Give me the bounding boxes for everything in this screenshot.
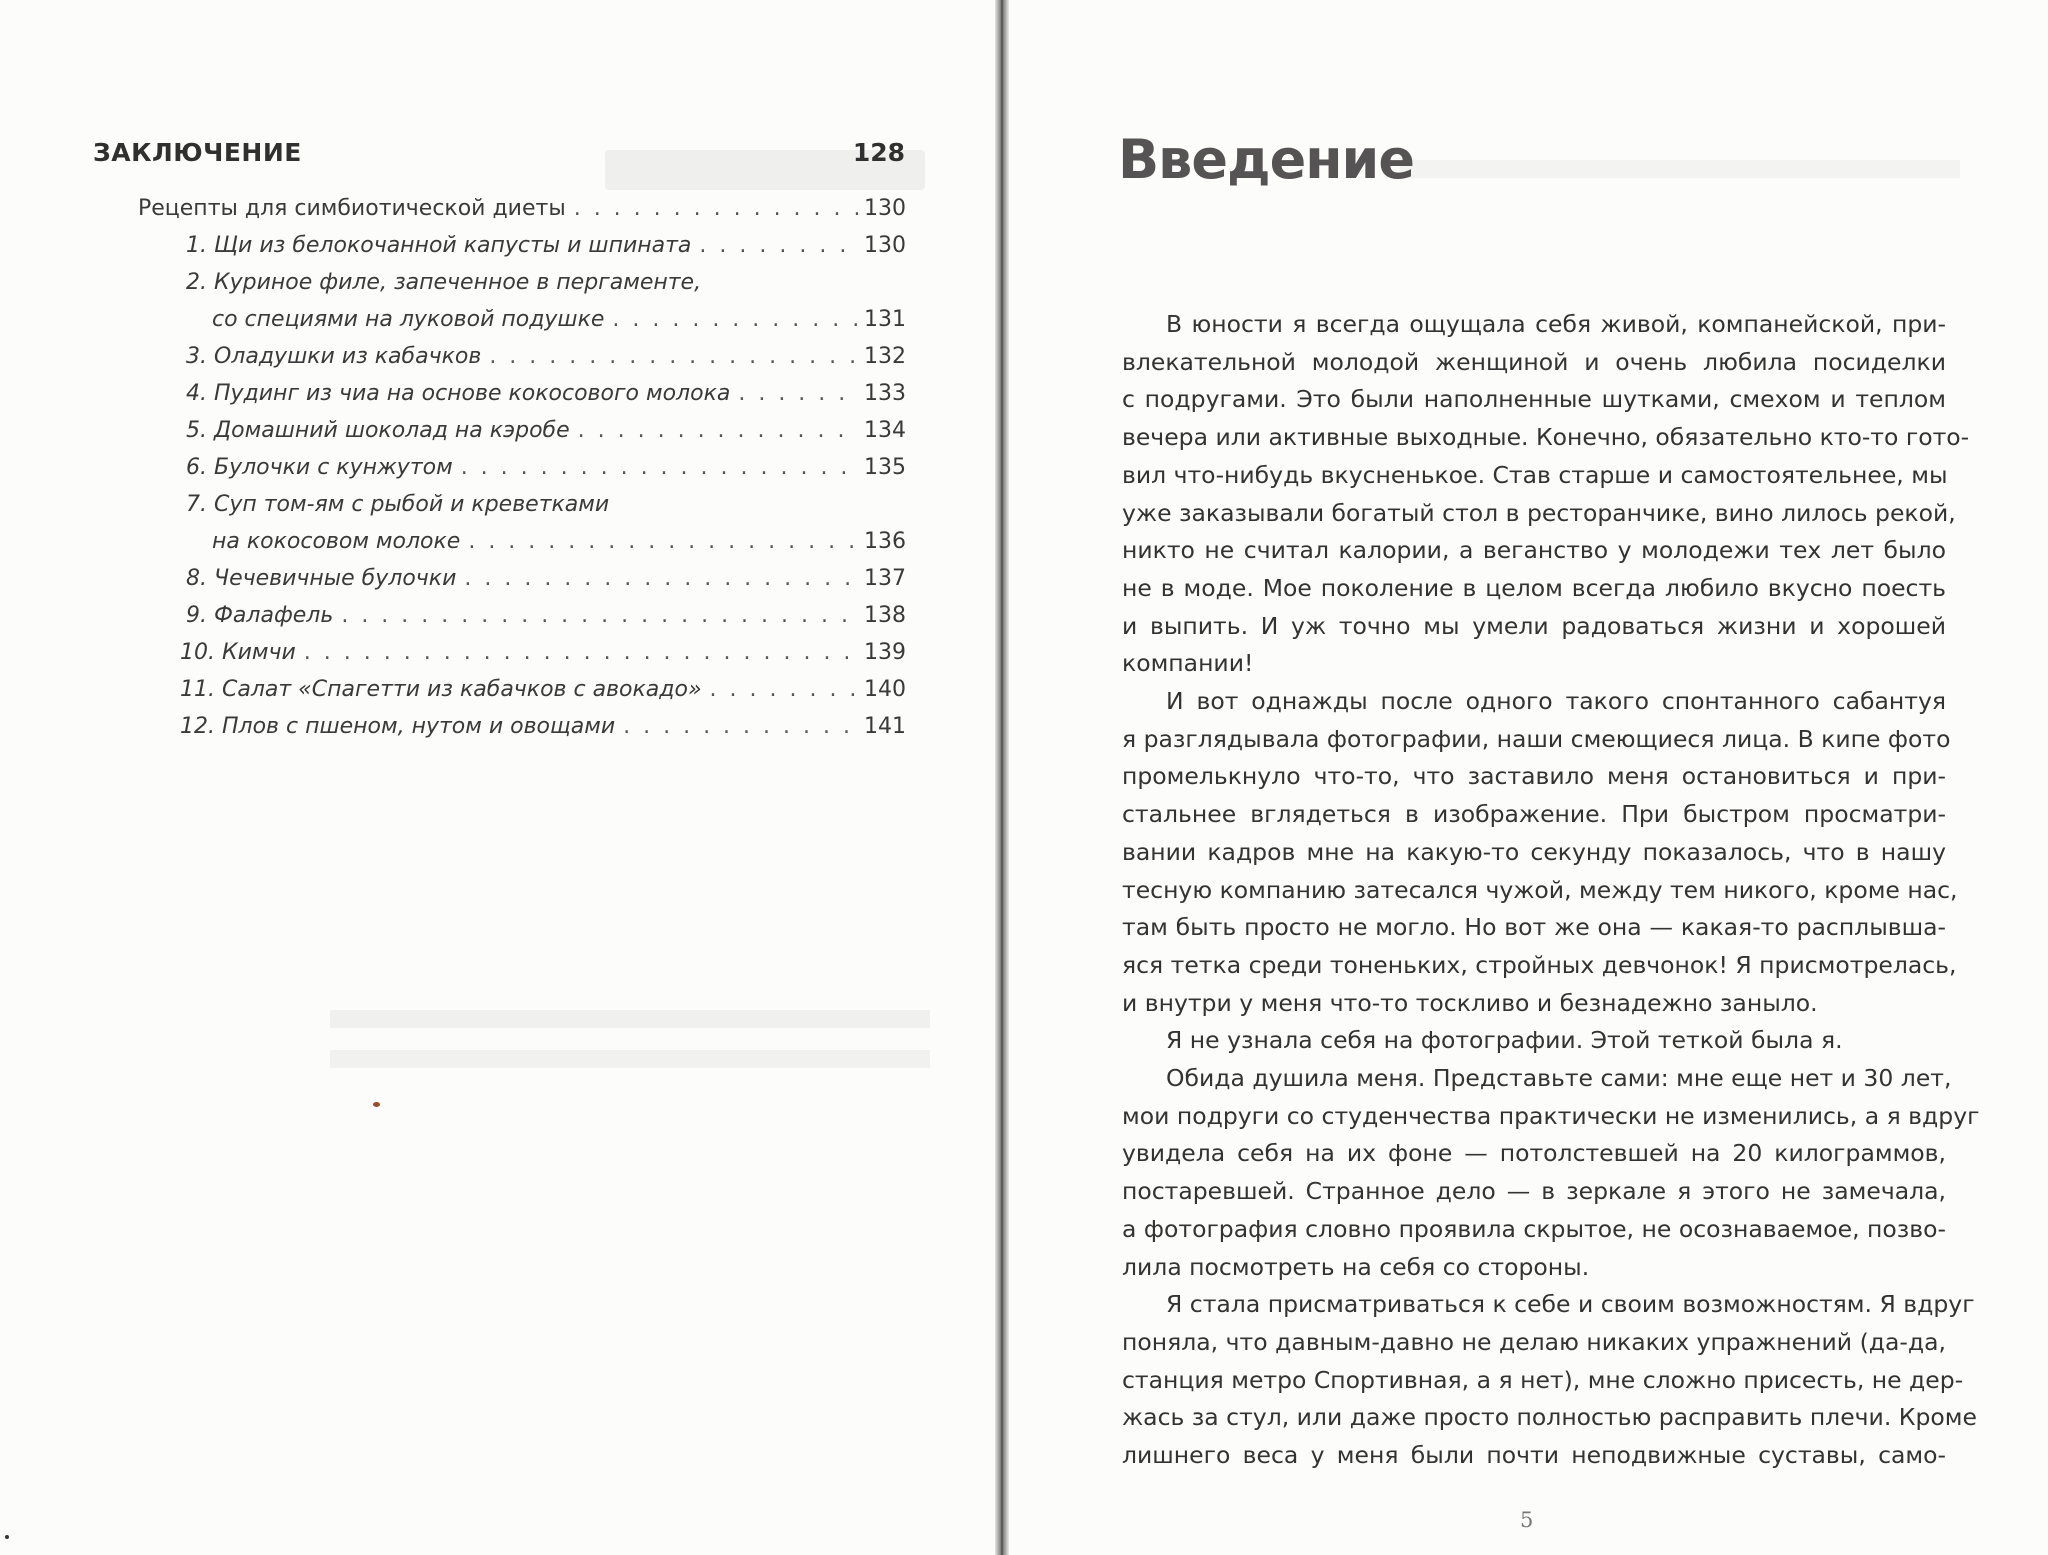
toc-entry-page: 138 [864, 603, 906, 628]
toc-entry[interactable] [186, 601, 906, 631]
toc-entry-title: 11. Салат «Спагетти из кабачков с авокадо» [180, 677, 702, 702]
toc-section-title: ЗАКЛЮЧЕНИЕ [93, 138, 302, 167]
toc-entry-page: 132 [864, 344, 906, 369]
toc-entry-page: 130 [864, 196, 906, 221]
paper-speck [5, 1535, 9, 1539]
toc-dot-leader [710, 675, 858, 705]
toc-entry[interactable] [138, 194, 906, 224]
toc-entry-page: 141 [864, 714, 906, 739]
body-text-line: В юности я всегда ощущала себя живой, компанейской, при- [1166, 310, 1946, 338]
toc-dot-leader [612, 305, 858, 335]
body-text-line: с подругами. Это были наполненные шутками, смехом и теплом [1122, 385, 1946, 414]
toc-dot-leader [578, 416, 858, 446]
bleed-through-block [330, 1010, 930, 1028]
toc-entry-page: 133 [864, 381, 906, 406]
body-text-line: И вот однажды после одного такого спонтанного сабантуя [1166, 687, 1946, 715]
body-text-line: уже заказывали богатый стол в ресторанчике, вино лилось рекой, [1122, 498, 1956, 527]
page-title: Введение [1118, 128, 1414, 191]
toc-entry-title: 3. Оладушки из кабачков [186, 344, 482, 369]
toc-dot-leader [489, 342, 858, 372]
toc-entry-title: 10. Кимчи [180, 640, 296, 665]
toc-entry-title: 4. Пудинг из чиа на основе кокосового молока [186, 381, 731, 406]
toc-entry-page: 135 [864, 455, 906, 480]
toc-entry-page: 140 [864, 677, 906, 702]
body-text-line: не в моде. Мое поколение в целом всегда любило вкусно поесть [1122, 573, 1946, 602]
toc-entry-title: 6. Булочки с кунжутом [186, 455, 453, 480]
toc-section-heading [93, 138, 905, 174]
body-text-line: вании кадров мне на какую-то секунду показалось, что в нашу [1122, 837, 1946, 866]
toc-dot-leader [574, 194, 858, 224]
body-text-line: яся тетка среди тоненьких, стройных девчонок! Я присмотрелась, [1122, 950, 1957, 979]
body-text-line: стальнее вглядеться в изображение. При быстром просматри- [1122, 800, 1946, 829]
bleed-through-block [1400, 160, 1960, 178]
body-text-line: лишнего веса у меня были почти неподвижные суставы, само- [1122, 1441, 1946, 1469]
toc-dot-leader [738, 379, 858, 409]
page-number: 5 [1520, 1508, 1534, 1532]
toc-entry[interactable] [180, 675, 906, 705]
body-text-line: жась за стул, или даже просто полностью расправить плечи. Кроме [1122, 1403, 1977, 1432]
body-text-line: промелькнуло что-то, что заставило меня остановиться и при- [1122, 762, 1946, 791]
toc-entry[interactable] [180, 638, 906, 668]
body-text-line: Я стала присматриваться к себе и своим возможностям. Я вдруг [1166, 1290, 1975, 1319]
body-text-line: компании! [1122, 649, 1254, 678]
toc-entry-line: 2. Куриное филе, запеченное в пергаменте, [186, 270, 702, 295]
body-text-line: а фотография словно проявила скрытое, не осознаваемое, позво- [1122, 1214, 1946, 1243]
toc-entry-title: 8. Чечевичные булочки [186, 566, 457, 591]
toc-entry-title: 5. Домашний шоколад на кэробе [186, 418, 570, 443]
toc-entry[interactable] [186, 379, 906, 409]
body-text-line: вечера или активные выходные. Конечно, обязательно кто-то гото- [1122, 423, 1970, 452]
toc-entry[interactable] [180, 712, 906, 742]
body-text-line: я разглядывала фотографии, наши смеющиеся лица. В кипе фото [1122, 724, 1951, 753]
toc-dot-leader [468, 527, 858, 557]
body-text-line: станция метро Спортивная, а я нет), мне сложно присесть, не дер- [1122, 1365, 1964, 1394]
body-text-line: лила посмотреть на себя со стороны. [1122, 1252, 1590, 1281]
toc-entry-page: 134 [864, 418, 906, 443]
toc-entry-page: 130 [864, 233, 906, 258]
body-text-line: увидела себя на их фоне — потолстевшей на 20 килограммов, [1122, 1139, 1946, 1168]
body-text-line: поняла, что давным-давно не делаю никаких упражнений (да-да, [1122, 1327, 1946, 1356]
toc-dot-leader [464, 564, 858, 594]
toc-dot-leader [699, 231, 858, 261]
toc-section-page: 128 [852, 138, 905, 167]
toc-entry[interactable] [186, 342, 906, 372]
body-text-line: постаревшей. Странное дело — в зеркале я этого не замечала, [1122, 1177, 1946, 1206]
toc-entry[interactable] [186, 564, 906, 594]
toc-entry-page: 131 [864, 307, 906, 332]
body-text-line: никто не считал калории, а веганство у молодежи тех лет было [1122, 536, 1946, 565]
toc-entry[interactable] [186, 416, 906, 446]
toc-entry-page: 139 [864, 640, 906, 665]
book-spine [995, 0, 1009, 1555]
toc-entry[interactable] [212, 527, 906, 557]
toc-dot-leader [623, 712, 858, 742]
body-text-line: и внутри у меня что-то тоскливо и безнадежно заныло. [1122, 988, 1818, 1017]
body-text-line: и выпить. И уж точно мы умели радоваться жизни и хорошей [1122, 611, 1946, 640]
bleed-through-block [330, 1050, 930, 1068]
toc-entry-page: 137 [864, 566, 906, 591]
toc-dot-leader [341, 601, 858, 631]
toc-entry-title: на кокосовом молоке [212, 529, 461, 554]
body-text-line: там быть просто не могло. Но вот же она — какая-то расплывша- [1122, 913, 1946, 942]
toc-entry[interactable] [212, 305, 906, 335]
body-text-line: мои подруги со студенчества практически не изменились, а я вдруг [1122, 1101, 1980, 1130]
toc-entry[interactable] [186, 453, 906, 483]
toc-entry-title: 12. Плов с пшеном, нутом и овощами [180, 714, 616, 739]
toc-dot-leader [304, 638, 858, 668]
body-text-line: тесную компанию затесался чужой, между тем никого, кроме нас, [1122, 875, 1958, 904]
paper-speck [373, 1102, 380, 1107]
toc-entry-title: Рецепты для симбиотической диеты [138, 196, 566, 221]
toc-dot-leader [461, 453, 858, 483]
body-text-line: Я не узнала себя на фотографии. Этой теткой была я. [1166, 1026, 1843, 1055]
body-text-line: влекательной молодой женщиной и очень любила посиделки [1122, 347, 1946, 376]
toc-entry-line: 7. Суп том-ям с рыбой и креветками [186, 492, 610, 517]
toc-entry-page: 136 [864, 529, 906, 554]
toc-entry-title: 1. Щи из белокочанной капусты и шпината [186, 233, 692, 258]
toc-entry-title: со специями на луковой подушке [212, 307, 605, 332]
toc-entry-title: 9. Фалафель [186, 603, 334, 628]
toc-entry[interactable] [186, 231, 906, 261]
body-text-line: вил что-нибудь вкусненькое. Став старше и самостоятельнее, мы [1122, 460, 1948, 489]
body-text-line: Обида душила меня. Представьте сами: мне еще нет и 30 лет, [1166, 1064, 1952, 1092]
